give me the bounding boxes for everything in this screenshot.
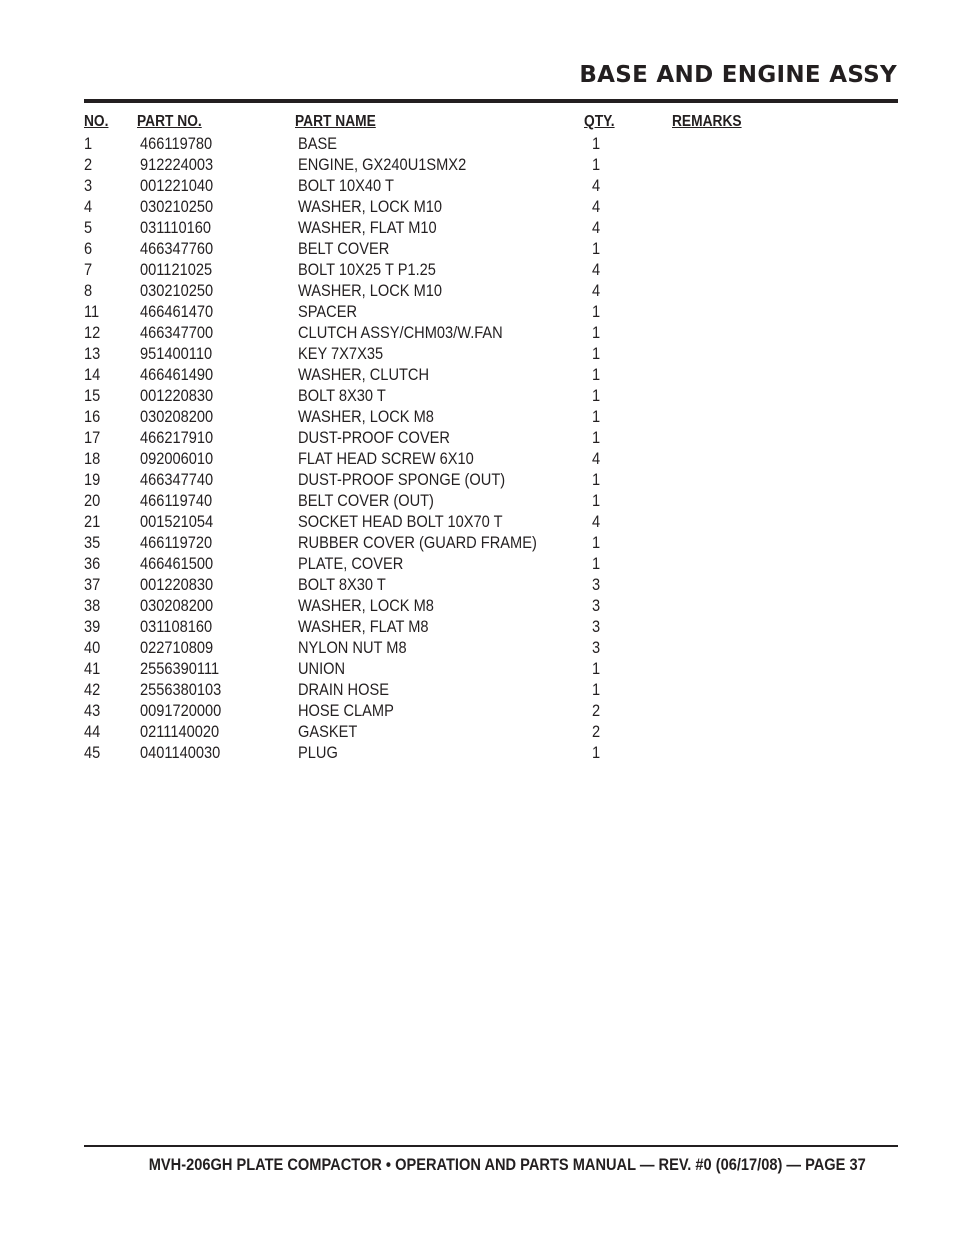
row-qty: 4 [592, 449, 601, 468]
row-qty: 4 [592, 512, 601, 531]
table-row [0, 658, 954, 679]
row-part-no: 466347700 [140, 323, 214, 342]
row-no: 14 [84, 365, 101, 384]
row-part-name: PLATE, COVER [298, 554, 404, 573]
row-no: 40 [84, 638, 101, 657]
row-no: 5 [84, 218, 93, 237]
row-part-no: 466461470 [140, 302, 214, 321]
row-no: 12 [84, 323, 101, 342]
row-qty: 2 [592, 701, 601, 720]
row-part-name: WASHER, LOCK M10 [298, 197, 443, 216]
row-qty: 4 [592, 281, 601, 300]
table-row [0, 637, 954, 658]
title-divider [84, 99, 898, 103]
row-qty: 1 [592, 239, 601, 258]
row-qty: 2 [592, 722, 601, 741]
row-qty: 3 [592, 617, 601, 636]
row-qty: 1 [592, 533, 601, 552]
row-part-name: BOLT 8X30 T [298, 386, 386, 405]
row-no: 16 [84, 407, 101, 426]
row-no: 6 [84, 239, 93, 258]
row-part-no: 0091720000 [140, 701, 222, 720]
row-part-no: 466217910 [140, 428, 214, 447]
row-no: 2 [84, 155, 93, 174]
row-part-no: 022710809 [140, 638, 214, 657]
row-part-name: WASHER, FLAT M8 [298, 617, 429, 636]
row-part-name: BOLT 8X30 T [298, 575, 386, 594]
table-row [0, 574, 954, 595]
row-part-no: 466347760 [140, 239, 214, 258]
row-part-no: 466461490 [140, 365, 214, 384]
row-no: 36 [84, 554, 101, 573]
table-row [0, 616, 954, 637]
row-part-name: BASE [298, 134, 338, 153]
row-part-no: 466119780 [140, 134, 213, 153]
table-row [0, 343, 954, 364]
row-part-name: NYLON NUT M8 [298, 638, 407, 657]
table-row [0, 280, 954, 301]
page-title: BASE AND ENGINE ASSY [579, 62, 897, 88]
table-row [0, 133, 954, 154]
row-part-name: UNION [298, 659, 346, 678]
row-qty: 1 [592, 134, 601, 153]
row-part-name: CLUTCH ASSY/CHM03/W.FAN [298, 323, 503, 342]
row-no: 18 [84, 449, 101, 468]
row-no: 42 [84, 680, 101, 699]
row-qty: 1 [592, 428, 601, 447]
row-part-no: 912224003 [140, 155, 214, 174]
row-part-no: 466347740 [140, 470, 214, 489]
row-qty: 3 [592, 638, 601, 657]
row-qty: 1 [592, 155, 601, 174]
row-qty: 1 [592, 659, 601, 678]
table-row [0, 217, 954, 238]
row-part-no: 951400110 [140, 344, 213, 363]
row-part-no: 001121025 [140, 260, 213, 279]
row-part-name: WASHER, CLUTCH [298, 365, 430, 384]
table-row [0, 490, 954, 511]
row-part-no: 092006010 [140, 449, 214, 468]
row-part-no: 030210250 [140, 281, 214, 300]
parts-table [0, 133, 954, 763]
row-part-name: SOCKET HEAD BOLT 10X70 T [298, 512, 503, 531]
table-row [0, 427, 954, 448]
row-no: 1 [84, 134, 93, 153]
row-no: 45 [84, 743, 101, 762]
table-row [0, 553, 954, 574]
row-no: 35 [84, 533, 101, 552]
row-qty: 4 [592, 218, 601, 237]
row-part-name: BOLT 10X25 T P1.25 [298, 260, 436, 279]
row-qty: 4 [592, 176, 601, 195]
row-part-name: BELT COVER [298, 239, 390, 258]
row-no: 38 [84, 596, 101, 615]
table-row [0, 238, 954, 259]
row-qty: 1 [592, 365, 601, 384]
row-qty: 4 [592, 260, 601, 279]
page-footer: MVH-206GH PLATE COMPACTOR • OPERATION AND PARTS MANUAL — REV. #0 (06/17/08) — PAGE 37 [148, 1155, 866, 1174]
table-row [0, 448, 954, 469]
row-part-name: BOLT 10X40 T [298, 176, 394, 195]
row-part-name: PLUG [298, 743, 338, 762]
table-row [0, 679, 954, 700]
table-row [0, 175, 954, 196]
row-no: 3 [84, 176, 93, 195]
table-row [0, 469, 954, 490]
row-part-no: 031108160 [140, 617, 213, 636]
row-qty: 1 [592, 470, 601, 489]
table-row [0, 364, 954, 385]
row-part-no: 0211140020 [140, 722, 220, 741]
row-part-name: KEY 7X7X35 [298, 344, 384, 363]
table-header [0, 113, 954, 133]
table-row [0, 406, 954, 427]
row-part-no: 466119740 [140, 491, 213, 510]
row-no: 41 [84, 659, 101, 678]
row-part-no: 466461500 [140, 554, 214, 573]
row-no: 8 [84, 281, 93, 300]
table-row [0, 301, 954, 322]
header-no: NO. [84, 113, 109, 130]
row-part-name: WASHER, LOCK M8 [298, 407, 434, 426]
row-part-name: DRAIN HOSE [298, 680, 389, 699]
row-part-name: WASHER, LOCK M10 [298, 281, 443, 300]
row-part-name: WASHER, LOCK M8 [298, 596, 434, 615]
header-qty: QTY. [584, 113, 615, 130]
table-row [0, 700, 954, 721]
row-part-name: RUBBER COVER (GUARD FRAME) [298, 533, 537, 552]
row-no: 20 [84, 491, 101, 510]
table-row [0, 385, 954, 406]
row-qty: 1 [592, 344, 601, 363]
row-qty: 1 [592, 386, 601, 405]
row-part-name: SPACER [298, 302, 358, 321]
table-row [0, 154, 954, 175]
header-remarks: REMARKS [672, 113, 742, 130]
row-qty: 1 [592, 554, 601, 573]
row-part-no: 030210250 [140, 197, 214, 216]
row-part-name: WASHER, FLAT M10 [298, 218, 437, 237]
row-part-name: HOSE CLAMP [298, 701, 394, 720]
table-row [0, 721, 954, 742]
row-qty: 3 [592, 596, 601, 615]
row-qty: 3 [592, 575, 601, 594]
row-part-name: GASKET [298, 722, 358, 741]
row-part-no: 2556390111 [140, 659, 220, 678]
table-row [0, 259, 954, 280]
header-part-no: PART NO. [137, 113, 202, 130]
row-part-name: ENGINE, GX240U1SMX2 [298, 155, 467, 174]
row-no: 7 [84, 260, 93, 279]
row-part-name: DUST-PROOF COVER [298, 428, 450, 447]
row-no: 43 [84, 701, 101, 720]
row-no: 17 [84, 428, 101, 447]
row-part-no: 030208200 [140, 596, 214, 615]
row-part-name: DUST-PROOF SPONGE (OUT) [298, 470, 506, 489]
row-qty: 1 [592, 491, 601, 510]
row-part-no: 001221040 [140, 176, 214, 195]
table-row [0, 742, 954, 763]
row-no: 11 [84, 302, 100, 321]
table-row [0, 595, 954, 616]
row-no: 13 [84, 344, 101, 363]
row-part-name: FLAT HEAD SCREW 6X10 [298, 449, 474, 468]
header-part-name: PART NAME [295, 113, 376, 130]
row-qty: 1 [592, 302, 601, 321]
table-row [0, 532, 954, 553]
table-row [0, 322, 954, 343]
row-part-no: 0401140030 [140, 743, 221, 762]
row-part-no: 001521054 [140, 512, 214, 531]
table-row [0, 196, 954, 217]
row-qty: 1 [592, 407, 601, 426]
row-part-no: 001220830 [140, 575, 214, 594]
row-part-no: 001220830 [140, 386, 214, 405]
footer-divider [84, 1145, 898, 1147]
row-no: 15 [84, 386, 101, 405]
row-part-no: 2556380103 [140, 680, 222, 699]
row-no: 19 [84, 470, 101, 489]
row-qty: 1 [592, 323, 601, 342]
row-part-name: BELT COVER (OUT) [298, 491, 434, 510]
row-part-no: 466119720 [140, 533, 213, 552]
row-no: 39 [84, 617, 101, 636]
row-no: 4 [84, 197, 93, 216]
row-qty: 1 [592, 680, 601, 699]
row-qty: 4 [592, 197, 601, 216]
row-qty: 1 [592, 743, 601, 762]
row-no: 44 [84, 722, 101, 741]
row-part-no: 030208200 [140, 407, 214, 426]
row-no: 21 [84, 512, 101, 531]
table-row [0, 511, 954, 532]
row-part-no: 031110160 [140, 218, 212, 237]
row-no: 37 [84, 575, 101, 594]
